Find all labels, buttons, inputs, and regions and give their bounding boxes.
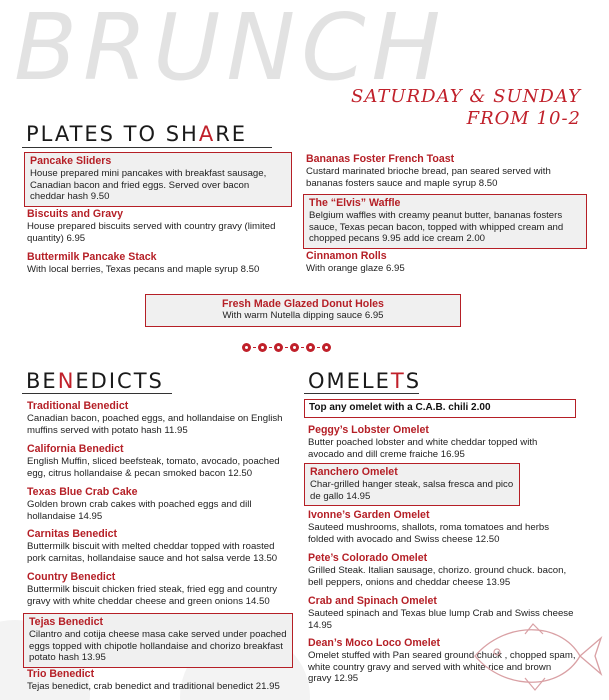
- menu-item-name: Bananas Foster French Toast: [306, 153, 455, 165]
- menu-item-name: Ranchero Omelet: [310, 466, 398, 478]
- menu-item-name: Trio Benedict: [27, 668, 95, 680]
- heading-underline: [22, 147, 272, 148]
- menu-item-name: Fresh Made Glazed Donut Holes: [222, 298, 384, 310]
- omelet-chili-topping-note: Top any omelet with a C.A.B. chili 2.00: [304, 399, 576, 418]
- menu-item-name: Pete’s Colorado Omelet: [308, 552, 428, 564]
- menu-item-name: Dean’s Moco Loco Omelet: [308, 637, 441, 649]
- menu-item-description: Tejas benedict, crab benedict and traditional benedict 21.95: [27, 681, 280, 692]
- red-dots-divider-icon: [242, 343, 331, 352]
- menu-item-description: Cilantro and cotija cheese masa cake served under poached eggs topped with chipotle hollandaise and chorizo breakfast potato hash 13.95: [29, 629, 287, 663]
- menu-item-description: Omelet stuffed with Pan seared ground chuck , chopped spam, white country gravy and served with white rice and brown gravy 12.95: [308, 650, 576, 684]
- menu-item-ranchero-omelet: [304, 463, 520, 506]
- menu-item-california-benedict: [27, 443, 289, 479]
- menu-item-carnitas-benedict: [27, 528, 289, 564]
- menu-item-description: Golden brown crab cakes with poached eggs and dill hollandaise 14.95: [27, 499, 252, 522]
- menu-item-ivonnes-garden-omelet: [308, 509, 576, 545]
- menu-item-peggys-lobster-omelet: [308, 424, 576, 460]
- section-heading-benedicts: BENEDICTS: [26, 369, 164, 393]
- heading-underline: [22, 393, 172, 394]
- menu-item-name: Peggy’s Lobster Omelet: [308, 424, 429, 436]
- menu-item-description: English Muffin, sliced beefsteak, tomato, avocado, poached egg, citrus hollandaise & pecan smoked bacon 12.50: [27, 456, 280, 479]
- menu-item-country-benedict: [27, 571, 289, 607]
- serving-days-line1: SATURDAY & SUNDAY: [351, 86, 581, 107]
- menu-item-description: Custard marinated brioche bread, pan seared served with bananas fosters sauce and maple syrup 8.50: [306, 166, 551, 189]
- menu-item-name: California Benedict: [27, 443, 124, 455]
- menu-item-name: Carnitas Benedict: [27, 528, 118, 540]
- heading-underline: [304, 393, 419, 394]
- menu-item-trio-benedict: [27, 668, 309, 693]
- section-heading-omelets: OMELETS: [308, 369, 422, 393]
- menu-item-description: House prepared biscuits served with country gravy (limited quantity) 6.95: [27, 221, 276, 244]
- menu-item-name: Tejas Benedict: [29, 616, 103, 628]
- menu-item-name: Country Benedict: [27, 571, 116, 583]
- menu-item-name: Cinnamon Rolls: [306, 250, 387, 262]
- menu-item-description: Char-grilled hanger steak, salsa fresca and pico de gallo 14.95: [310, 479, 514, 502]
- menu-item-description: Buttermilk biscuit with melted cheddar topped with roasted pork carnitas, hollandaise sauce and hot salsa verde 13.50: [27, 541, 278, 564]
- menu-item-name: Buttermilk Pancake Stack: [27, 251, 157, 263]
- menu-item-cinnamon-rolls: [306, 250, 574, 275]
- menu-item-texas-blue-crab-cake: [27, 486, 289, 522]
- menu-item-traditional-benedict: [27, 400, 289, 436]
- menu-item-name: The “Elvis” Waffle: [309, 197, 401, 209]
- menu-item-description: Sauteed mushrooms, shallots, roma tomatoes and herbs folded with avocado and Swiss cheese 12.50: [308, 522, 550, 545]
- menu-item-elvis-waffle: [303, 194, 587, 249]
- menu-item-description: Sauteed spinach and Texas blue lump Crab and Swiss cheese 14.95: [308, 608, 574, 631]
- menu-item-description: Buttermilk biscuit chicken fried steak, fried egg and country gravy with white cheddar cheese and green onions 14.50: [27, 584, 278, 607]
- menu-item-pancake-sliders: [24, 152, 292, 207]
- menu-item-biscuits-gravy: [27, 208, 289, 244]
- menu-item-name: Pancake Sliders: [30, 155, 112, 167]
- section-heading-plates: PLATES TO SHARE: [26, 122, 248, 146]
- menu-item-description: Grilled Steak. Italian sausage, chorizo. ground chuck. bacon, bell peppers, onions and cheddar cheese 13.95: [308, 565, 567, 588]
- menu-item-buttermilk-pancake-stack: [27, 251, 289, 276]
- menu-item-name: Biscuits and Gravy: [27, 208, 123, 220]
- serving-days-line2: FROM 10-2: [466, 108, 581, 129]
- menu-item-description: With local berries, Texas pecans and maple syrup 8.50: [27, 264, 260, 275]
- serving-days: [351, 86, 581, 130]
- menu-item-bananas-foster-french-toast: [306, 153, 574, 189]
- menu-item-name: Traditional Benedict: [27, 400, 129, 412]
- menu-item-description: Belgium waffles with creamy peanut butter, bananas fosters sauce, Texas pecan bacon, topped with whipped cream and chopped pecans 9.95 add ice cream 2.00: [309, 210, 564, 244]
- menu-item-description: Canadian bacon, poached eggs, and hollandaise on English muffins served with potato hash 11.95: [27, 413, 283, 436]
- menu-item-name: Crab and Spinach Omelet: [308, 595, 437, 607]
- menu-item-tejas-benedict: [23, 613, 293, 668]
- menu-item-description: Butter poached lobster and white cheddar topped with avocado and dill creme fraiche 16.95: [308, 437, 538, 460]
- menu-item-description: With warm Nutella dipping sauce 6.95: [222, 310, 384, 321]
- menu-item-description: With orange glaze 6.95: [306, 263, 405, 274]
- menu-item-donut-holes: [145, 294, 461, 327]
- menu-item-description: House prepared mini pancakes with breakfast sausage, Canadian bacon and fried eggs. Served over bacon cheddar hash 9.50: [30, 168, 267, 202]
- menu-item-name: Ivonne’s Garden Omelet: [308, 509, 430, 521]
- fish-outline-icon: [465, 616, 605, 696]
- menu-item-petes-colorado-omelet: [308, 552, 576, 588]
- menu-item-name: Texas Blue Crab Cake: [27, 486, 138, 498]
- brunch-title: BRUNCH: [14, 0, 447, 101]
